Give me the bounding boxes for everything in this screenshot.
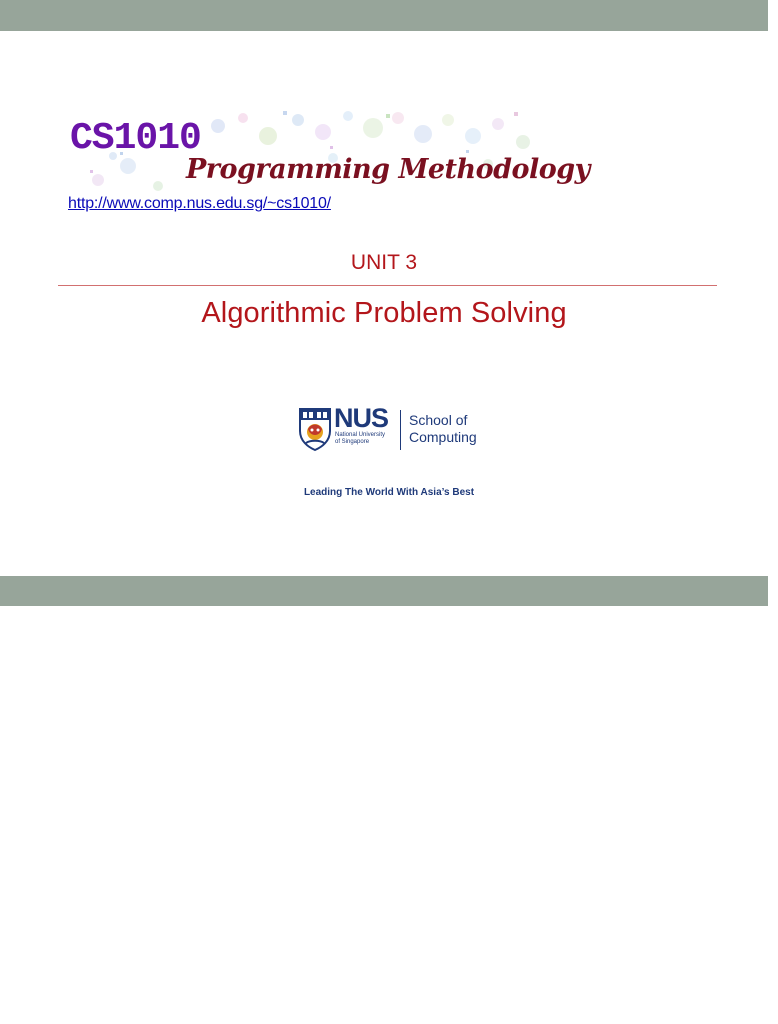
course-logo xyxy=(68,106,590,194)
unit-label: UNIT 3 xyxy=(350,251,418,274)
title-divider xyxy=(58,285,717,286)
nus-logo xyxy=(298,404,498,456)
course-url-link[interactable]: http://www.comp.nus.edu.sg/~cs1010/ xyxy=(68,195,331,212)
bottom-band xyxy=(0,576,768,606)
nus-crest-icon xyxy=(298,407,332,451)
top-band xyxy=(0,0,768,31)
nus-wordmark: NUS xyxy=(334,403,389,433)
svg-text:CS1010: CS1010 xyxy=(70,117,201,160)
tagline: Leading The World With Asia’s Best xyxy=(303,487,475,498)
course-logo-graphic xyxy=(68,106,590,194)
logo-separator xyxy=(400,410,401,450)
svg-text:Programming Methodology: Programming Methodology xyxy=(186,154,590,185)
nus-full-name: National University of Singapore xyxy=(335,432,386,445)
slide-title: Algorithmic Problem Solving xyxy=(201,297,567,329)
school-name: School of Computing xyxy=(409,412,477,445)
